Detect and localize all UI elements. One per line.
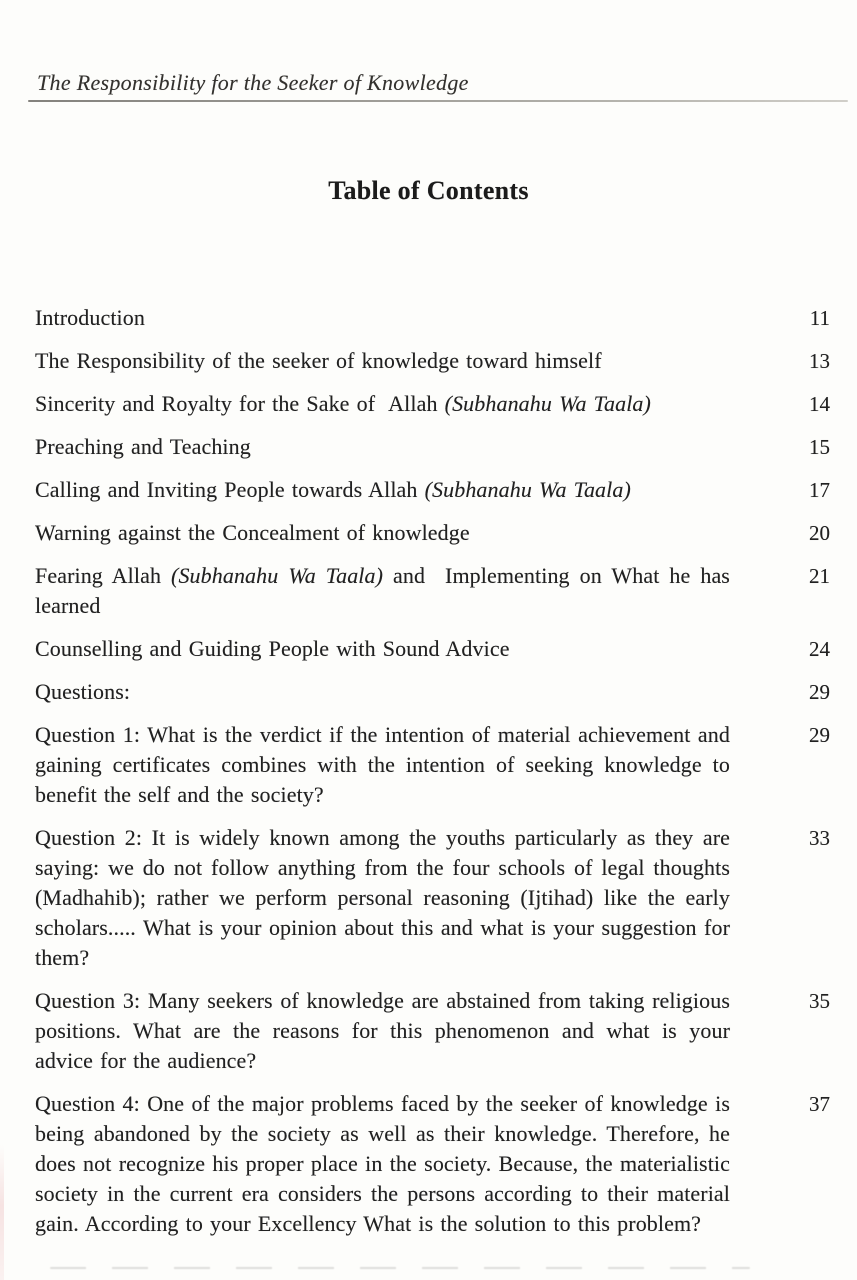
toc-entry-page: 29 [809, 723, 830, 747]
toc-entry-title: Question 1: What is the verdict if the intention of material achievement and gaining certificates combines with the intention of seeking knowledge to benefit the self and the society? [35, 722, 730, 807]
toc-entry-page: 33 [809, 826, 830, 850]
toc-entry [35, 677, 830, 707]
toc-entry [35, 475, 830, 505]
toc-entry [35, 561, 830, 621]
toc-entry [35, 303, 830, 333]
toc-entry-page: 14 [809, 392, 830, 416]
toc-entry-title: Question 3: Many seekers of knowledge are abstained from taking religious positions. What are the reasons for this phenomenon and what is your advice for the audience? [35, 988, 730, 1073]
toc-entry [35, 720, 830, 810]
toc-entry-title: The Responsibility of the seeker of knowledge toward himself [35, 348, 602, 373]
toc-entry [35, 518, 830, 548]
running-head: The Responsibility for the Seeker of Knowledge [37, 70, 469, 95]
page-title: Table of Contents [328, 176, 529, 205]
toc-entry-page: 17 [809, 478, 830, 502]
toc-entry-title: Preaching and Teaching [35, 434, 251, 459]
toc-entry-title: Fearing Allah (Subhanahu Wa Taala) and Implementing on What he has learned [35, 563, 730, 618]
toc-entry-title: Counselling and Guiding People with Sound Advice [35, 636, 510, 661]
toc-entry [35, 432, 830, 462]
toc-entry [35, 986, 830, 1076]
toc-entry-page: 15 [809, 435, 830, 459]
toc-entry-page: 11 [809, 306, 830, 330]
toc-entry-page: 35 [809, 989, 830, 1013]
toc-entry-title: Question 2: It is widely known among the youths particularly as they are saying: we do not follow anything from the four schools of legal thoughts (Madhahib); rather we perform personal reasoning (Ijtihad) like the early scholars..... What is your opinion about this and what is your suggestion for them? [35, 825, 730, 970]
toc-list [35, 303, 830, 1252]
toc-entry [35, 389, 830, 419]
toc-entry-page: 21 [809, 564, 830, 588]
scan-edge-tint [0, 1145, 4, 1280]
toc-entry-title: Sincerity and Royalty for the Sake of Allah (Subhanahu Wa Taala) [35, 391, 651, 416]
header-rule [28, 100, 848, 102]
toc-entry-page: 29 [809, 680, 830, 704]
toc-entry-title: Calling and Inviting People towards Allah (Subhanahu Wa Taala) [35, 477, 631, 502]
toc-entry [35, 1089, 830, 1239]
transliteration-italic: (Subhanahu Wa Taala) [444, 391, 651, 416]
toc-entry [35, 634, 830, 664]
toc-entry-title: Introduction [35, 305, 145, 330]
toc-entry-title: Questions: [35, 679, 131, 704]
scan-artifact [50, 1267, 750, 1269]
toc-entry-title: Question 4: One of the major problems faced by the seeker of knowledge is being abandoned by the society as well as their knowledge. Therefore, he does not recognize his proper place in the society. Because, the materialistic society in the current era considers the persons according to their material gain. According to your Excellency What is the solution to this problem? [35, 1091, 730, 1236]
toc-entry [35, 346, 830, 376]
transliteration-italic: (Subhanahu Wa Taala) [171, 563, 384, 588]
toc-entry-page: 20 [809, 521, 830, 545]
toc-entry-page: 37 [809, 1092, 830, 1116]
toc-entry-title: Warning against the Concealment of knowledge [35, 520, 470, 545]
toc-entry [35, 823, 830, 973]
transliteration-italic: (Subhanahu Wa Taala) [424, 477, 631, 502]
toc-entry-page: 24 [809, 637, 830, 661]
toc-entry-page: 13 [809, 349, 830, 373]
